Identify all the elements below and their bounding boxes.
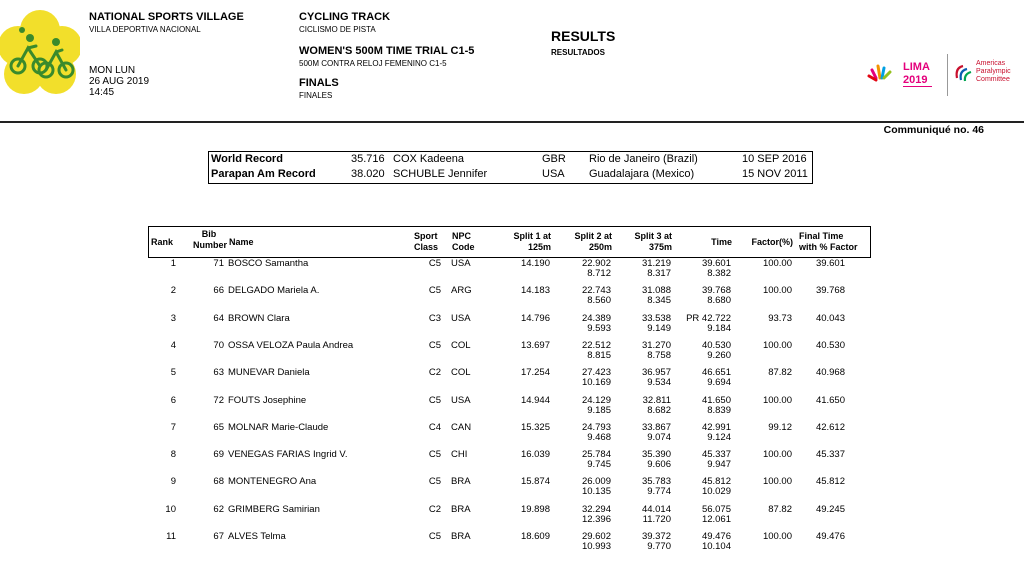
phase-title: FINALS bbox=[299, 77, 339, 89]
col-final-line1: Final Time bbox=[799, 231, 844, 241]
cell-split2-lap: 8.560 bbox=[587, 295, 611, 306]
cell-bib: 63 bbox=[213, 367, 224, 378]
col-split2-line2: 250m bbox=[588, 242, 612, 252]
cell-rank: 8 bbox=[170, 449, 176, 460]
cell-npc: CHI bbox=[451, 449, 468, 460]
americas-paralympic-logo bbox=[953, 60, 1023, 90]
cell-class: C2 bbox=[428, 367, 441, 378]
cell-final: 49.476 bbox=[815, 531, 845, 542]
date-label: 26 AUG 2019 bbox=[89, 76, 150, 87]
cell-time-lap: 10.104 bbox=[701, 541, 731, 552]
cell-split2-lap: 10.135 bbox=[581, 486, 611, 497]
cell-npc: COL bbox=[451, 340, 471, 351]
col-time: Time bbox=[711, 237, 732, 247]
cell-name: MONTENEGRO Ana bbox=[228, 476, 317, 487]
cell-factor: 87.82 bbox=[768, 367, 792, 378]
cell-name: DELGADO Mariela A. bbox=[228, 285, 320, 296]
communique-number: Communiqué no. 46 bbox=[883, 124, 984, 136]
cell-npc: CAN bbox=[451, 422, 472, 433]
cell-split3-lap: 8.317 bbox=[647, 268, 671, 279]
sport-title: CYCLING TRACK bbox=[299, 11, 391, 23]
cell-bib: 68 bbox=[213, 476, 224, 487]
cell-split1: 14.183 bbox=[520, 285, 550, 296]
cell-split2: 24.793 bbox=[581, 422, 611, 433]
cell-time-lap: 9.260 bbox=[707, 350, 731, 361]
cell-time: 46.651 bbox=[701, 367, 731, 378]
col-sport-class bbox=[414, 231, 438, 253]
cell-split3: 36.957 bbox=[641, 367, 671, 378]
cell-npc: USA bbox=[451, 313, 471, 324]
cell-npc: COL bbox=[451, 367, 471, 378]
cell-split3: 44.014 bbox=[641, 504, 671, 515]
record-label: World Record bbox=[211, 153, 283, 165]
cell-split1: 15.325 bbox=[520, 422, 550, 433]
cell-split2: 32.294 bbox=[581, 504, 611, 515]
cell-split2-lap: 12.396 bbox=[581, 514, 611, 525]
cell-factor: 100.00 bbox=[762, 285, 792, 296]
logo-divider bbox=[947, 54, 948, 96]
cell-split2: 22.512 bbox=[581, 340, 611, 351]
col-split2-line1: Split 2 at bbox=[574, 231, 612, 241]
cell-rank: 9 bbox=[170, 476, 176, 487]
cell-split2-lap: 10.169 bbox=[581, 377, 611, 388]
record-time: 35.716 bbox=[351, 153, 385, 165]
time-label: 14:45 bbox=[89, 87, 115, 98]
cell-time-lap: 10.029 bbox=[701, 486, 731, 497]
cell-class: C2 bbox=[428, 504, 441, 515]
col-split1 bbox=[489, 231, 551, 253]
cell-final: 39.601 bbox=[815, 258, 845, 269]
venue-title: NATIONAL SPORTS VILLAGE bbox=[89, 11, 244, 23]
cell-split3-lap: 9.770 bbox=[647, 541, 671, 552]
record-time: 38.020 bbox=[351, 168, 385, 180]
col-npc-line1: NPC bbox=[452, 231, 472, 241]
col-sport-line2: Class bbox=[414, 242, 439, 252]
cell-factor: 100.00 bbox=[762, 340, 792, 351]
cell-split1: 14.944 bbox=[520, 395, 550, 406]
cell-split2: 29.602 bbox=[581, 531, 611, 542]
col-split3 bbox=[610, 231, 672, 253]
svg-text:2019: 2019 bbox=[903, 74, 928, 86]
cell-split3-lap: 9.074 bbox=[647, 432, 671, 443]
cell-factor: 100.00 bbox=[762, 395, 792, 406]
cell-split1: 13.697 bbox=[520, 340, 550, 351]
record-row-world bbox=[209, 152, 812, 167]
col-sport-line1: Sport bbox=[414, 231, 438, 241]
record-npc: USA bbox=[542, 168, 565, 180]
cell-class: C5 bbox=[428, 340, 441, 351]
cell-name: MOLNAR Marie-Claude bbox=[228, 422, 329, 433]
cell-split2: 25.784 bbox=[581, 449, 611, 460]
cell-final: 45.812 bbox=[815, 476, 845, 487]
cell-split2-lap: 10.993 bbox=[581, 541, 611, 552]
results-title: RESULTS bbox=[551, 28, 616, 44]
cell-time: 49.476 bbox=[701, 531, 731, 542]
cell-factor: 100.00 bbox=[762, 449, 792, 460]
cycling-logo bbox=[0, 8, 80, 98]
col-split3-line1: Split 3 at bbox=[634, 231, 672, 241]
cell-factor: 100.00 bbox=[762, 258, 792, 269]
cell-split2: 27.423 bbox=[581, 367, 611, 378]
col-name: Name bbox=[229, 237, 254, 247]
cell-split3: 35.783 bbox=[641, 476, 671, 487]
cell-split3: 35.390 bbox=[641, 449, 671, 460]
cell-time: 56.075 bbox=[701, 504, 731, 515]
cell-rank: 5 bbox=[170, 367, 176, 378]
cell-split1: 17.254 bbox=[520, 367, 550, 378]
cell-time: PR 42.722 bbox=[686, 313, 731, 324]
cell-bib: 71 bbox=[213, 258, 224, 269]
cell-time: 41.650 bbox=[701, 395, 731, 406]
cell-class: C5 bbox=[428, 531, 441, 542]
cell-split3: 32.811 bbox=[642, 395, 671, 406]
cell-split1: 16.039 bbox=[520, 449, 550, 460]
results-subtitle: RESULTADOS bbox=[551, 48, 605, 57]
cell-split2-lap: 9.468 bbox=[587, 432, 611, 443]
cell-npc: ARG bbox=[451, 285, 472, 296]
cell-time-lap: 9.694 bbox=[707, 377, 731, 388]
record-npc: GBR bbox=[542, 153, 566, 165]
cell-final: 40.968 bbox=[815, 367, 845, 378]
cell-split2: 24.129 bbox=[581, 395, 611, 406]
cell-split3-lap: 8.682 bbox=[647, 405, 671, 416]
cell-split2-lap: 8.712 bbox=[587, 268, 611, 279]
cell-bib: 70 bbox=[213, 340, 224, 351]
col-split2 bbox=[550, 231, 612, 253]
cell-time: 45.337 bbox=[701, 449, 731, 460]
cell-bib: 62 bbox=[213, 504, 224, 515]
cell-final: 40.043 bbox=[815, 313, 845, 324]
cell-bib: 67 bbox=[213, 531, 224, 542]
cell-time-lap: 9.124 bbox=[707, 432, 731, 443]
record-holder: COX Kadeena bbox=[393, 153, 464, 165]
cell-factor: 100.00 bbox=[762, 476, 792, 487]
cell-bib: 69 bbox=[213, 449, 224, 460]
cell-split3-lap: 8.758 bbox=[647, 350, 671, 361]
cell-rank: 3 bbox=[170, 313, 176, 324]
phase-subtitle: FINALES bbox=[299, 91, 333, 100]
cell-split2: 24.389 bbox=[581, 313, 611, 324]
event-title: WOMEN'S 500M TIME TRIAL C1-5 bbox=[299, 45, 475, 57]
cell-class: C5 bbox=[428, 395, 441, 406]
col-factor: Factor(%) bbox=[751, 237, 793, 247]
cell-name: FOUTS Josephine bbox=[228, 395, 307, 406]
record-label: Parapan Am Record bbox=[211, 168, 316, 180]
cell-split2-lap: 8.815 bbox=[587, 350, 611, 361]
cell-npc: USA bbox=[451, 395, 471, 406]
col-split1-line2: 125m bbox=[527, 242, 551, 252]
cell-rank: 7 bbox=[170, 422, 176, 433]
cell-bib: 64 bbox=[213, 313, 224, 324]
cell-split2-lap: 9.745 bbox=[587, 459, 611, 470]
col-bib bbox=[193, 229, 228, 251]
cell-split3: 33.538 bbox=[641, 313, 671, 324]
cell-factor: 100.00 bbox=[762, 531, 792, 542]
cell-split3: 31.219 bbox=[641, 258, 671, 269]
cell-name: VENEGAS FARIAS Ingrid V. bbox=[228, 449, 348, 460]
cell-split3: 39.372 bbox=[641, 531, 671, 542]
cell-name: MUNEVAR Daniela bbox=[228, 367, 310, 378]
col-npc-line2: Code bbox=[452, 242, 475, 252]
cell-time-lap: 12.061 bbox=[701, 514, 731, 525]
cell-rank: 1 bbox=[170, 258, 176, 269]
cell-time-lap: 8.839 bbox=[707, 405, 731, 416]
cell-final: 39.768 bbox=[815, 285, 845, 296]
day-label: MON LUN bbox=[89, 65, 136, 76]
svg-text:LIMA: LIMA bbox=[903, 61, 930, 73]
results-table-header bbox=[148, 226, 871, 258]
cell-npc: BRA bbox=[451, 504, 471, 515]
cell-rank: 6 bbox=[170, 395, 176, 406]
cell-name: BOSCO Samantha bbox=[228, 258, 309, 269]
col-bib-line2: Number bbox=[193, 240, 228, 250]
cell-split3: 31.088 bbox=[641, 285, 671, 296]
cell-final: 42.612 bbox=[815, 422, 845, 433]
cell-final: 41.650 bbox=[815, 395, 845, 406]
cell-npc: BRA bbox=[451, 531, 471, 542]
cell-split1: 14.190 bbox=[520, 258, 550, 269]
cell-split3: 31.270 bbox=[641, 340, 671, 351]
cell-split3-lap: 9.606 bbox=[647, 459, 671, 470]
event-subtitle: 500M CONTRA RELOJ FEMENINO C1-5 bbox=[299, 59, 447, 68]
cell-time-lap: 9.184 bbox=[707, 323, 731, 334]
cell-name: ALVES Telma bbox=[228, 531, 286, 542]
cell-split1: 18.609 bbox=[520, 531, 550, 542]
cell-class: C5 bbox=[428, 476, 441, 487]
cell-class: C5 bbox=[428, 285, 441, 296]
cell-time-lap: 9.947 bbox=[707, 459, 731, 470]
cell-class: C5 bbox=[428, 258, 441, 269]
col-final-time bbox=[799, 231, 858, 253]
cell-split2: 22.902 bbox=[581, 258, 611, 269]
cell-bib: 72 bbox=[213, 395, 224, 406]
record-place: Rio de Janeiro (Brazil) bbox=[589, 153, 698, 165]
sport-subtitle: CICLISMO DE PISTA bbox=[299, 25, 376, 34]
cell-class: C4 bbox=[428, 422, 441, 433]
cell-npc: BRA bbox=[451, 476, 471, 487]
cell-split3-lap: 11.720 bbox=[642, 514, 671, 525]
cell-bib: 66 bbox=[213, 285, 224, 296]
cell-split3: 33.867 bbox=[641, 422, 671, 433]
cell-name: GRIMBERG Samirian bbox=[228, 504, 320, 515]
venue-subtitle: VILLA DEPORTIVA NACIONAL bbox=[89, 25, 201, 34]
col-final-line2: with % Factor bbox=[799, 242, 858, 252]
cell-split3-lap: 8.345 bbox=[647, 295, 671, 306]
cell-split3-lap: 9.534 bbox=[647, 377, 671, 388]
col-split3-line2: 375m bbox=[648, 242, 672, 252]
cell-factor: 99.12 bbox=[768, 422, 792, 433]
cell-split2: 22.743 bbox=[581, 285, 611, 296]
cell-split1: 19.898 bbox=[520, 504, 550, 515]
record-date: 10 SEP 2016 bbox=[742, 153, 807, 165]
cell-npc: USA bbox=[451, 258, 471, 269]
cell-factor: 87.82 bbox=[768, 504, 792, 515]
col-npc-code bbox=[452, 231, 475, 253]
col-rank: Rank bbox=[151, 237, 174, 247]
record-date: 15 NOV 2011 bbox=[742, 168, 808, 180]
cell-final: 45.337 bbox=[815, 449, 845, 460]
cell-split3-lap: 9.149 bbox=[647, 323, 671, 334]
cell-class: C3 bbox=[428, 313, 441, 324]
cell-final: 40.530 bbox=[815, 340, 845, 351]
record-holder: SCHUBLE Jennifer bbox=[393, 168, 488, 180]
cell-bib: 65 bbox=[213, 422, 224, 433]
col-split1-line1: Split 1 at bbox=[513, 231, 551, 241]
cell-rank: 10 bbox=[165, 504, 176, 515]
record-place: Guadalajara (Mexico) bbox=[589, 168, 695, 180]
cell-split2: 26.009 bbox=[581, 476, 611, 487]
record-row-parapan bbox=[209, 167, 812, 182]
cell-split1: 14.796 bbox=[520, 313, 550, 324]
cell-split1: 15.874 bbox=[520, 476, 550, 487]
cell-time: 40.530 bbox=[701, 340, 731, 351]
cell-rank: 2 bbox=[170, 285, 176, 296]
cell-rank: 11 bbox=[166, 531, 176, 542]
header-divider bbox=[0, 121, 1024, 123]
cell-split2-lap: 9.593 bbox=[587, 323, 611, 334]
cell-time: 42.991 bbox=[701, 422, 731, 433]
cell-rank: 4 bbox=[170, 340, 176, 351]
records-box bbox=[208, 151, 813, 184]
apc-text: Americas Paralympic Committee bbox=[976, 60, 1011, 83]
cell-split2-lap: 9.185 bbox=[587, 405, 611, 416]
cell-time-lap: 8.382 bbox=[707, 268, 731, 279]
cell-factor: 93.73 bbox=[768, 313, 792, 324]
cell-split3-lap: 9.774 bbox=[647, 486, 671, 497]
col-bib-line1: Bib bbox=[201, 229, 217, 239]
cell-time: 45.812 bbox=[701, 476, 731, 487]
cell-time-lap: 8.680 bbox=[707, 295, 731, 306]
cell-class: C5 bbox=[428, 449, 441, 460]
cell-final: 49.245 bbox=[815, 504, 845, 515]
cell-time: 39.768 bbox=[701, 285, 731, 296]
cell-time: 39.601 bbox=[701, 258, 731, 269]
cell-name: OSSA VELOZA Paula Andrea bbox=[228, 340, 354, 351]
lima-2019-logo bbox=[866, 56, 946, 92]
cell-name: BROWN Clara bbox=[228, 313, 290, 324]
